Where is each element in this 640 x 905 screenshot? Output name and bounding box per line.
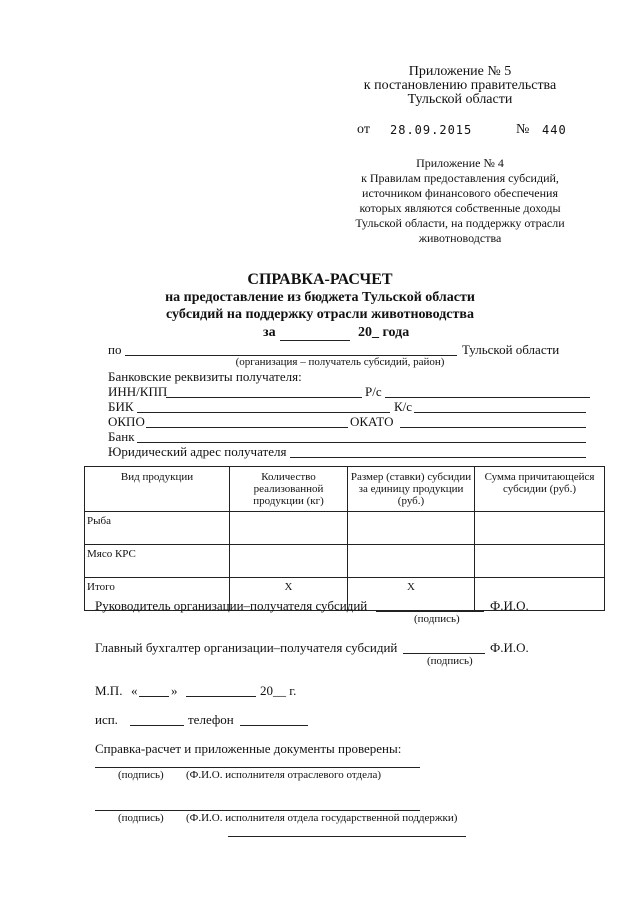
table-cell: Итого — [85, 578, 230, 611]
appendix4-line4: которых являются собственные доходы — [359, 201, 561, 215]
accountant-sign-blank — [403, 653, 485, 654]
label-isp: исп. — [95, 712, 118, 727]
hint-fio-state: (Ф.И.О. исполнителя отдела государственной поддержки) — [186, 812, 458, 824]
okpo-blank — [146, 427, 348, 428]
label-fio-1: Ф.И.О. — [490, 598, 529, 613]
appendix5-num-label: № — [516, 122, 530, 137]
subsidy-table — [84, 466, 605, 611]
title-year: 20_ года — [358, 325, 410, 340]
table-cell — [230, 545, 348, 578]
table-header-row — [85, 467, 605, 512]
label-po: по — [108, 342, 122, 357]
table-cell — [475, 545, 605, 578]
hint-podpis-2: (подпись) — [427, 655, 473, 667]
label-inn: ИНН/КПП — [108, 384, 168, 399]
label-checked: Справка-расчет и приложенные документы проверены: — [95, 741, 402, 756]
appendix4-line2: к Правилам предоставления субсидий, — [361, 171, 559, 185]
hint-fio-branch: (Ф.И.О. исполнителя отраслевого отдела) — [186, 769, 382, 781]
doc-title: СПРАВКА-РАСЧЕТ — [247, 271, 393, 288]
appendix4-line5: Тульской области, на поддержку отрасли — [355, 216, 565, 230]
label-bank: Банк — [108, 429, 135, 444]
label-head: Руководитель организации–получателя субсидий — [95, 598, 368, 613]
check-line-1 — [95, 767, 420, 768]
table-cell: Рыба — [85, 512, 230, 545]
date-close-quote: » — [171, 683, 178, 698]
label-accountant: Главный бухгалтер организации–получателя субсидий — [95, 640, 398, 655]
inn-blank — [166, 397, 362, 398]
isp-blank — [130, 725, 184, 726]
label-okato: ОКАТО — [350, 414, 394, 429]
table-header: Количество реализованной продукции (кг) — [230, 467, 348, 512]
label-bank-details: Банковские реквизиты получателя: — [108, 369, 302, 384]
appendix5-line1: Приложение № 5 — [408, 64, 512, 79]
table-row — [85, 545, 605, 578]
appendix5-num: 440 — [542, 123, 567, 137]
label-bik: БИК — [108, 399, 134, 414]
hint-podpis-1: (подпись) — [414, 613, 460, 625]
table-header: Размер (ставки) субсидии за единицу продукции (руб.) — [348, 467, 475, 512]
okato-blank — [400, 427, 586, 428]
rs-blank — [385, 397, 590, 398]
table-cell: Х — [348, 578, 475, 611]
label-okpo: ОКПО — [108, 414, 145, 429]
label-region: Тульской области — [462, 342, 560, 357]
table-cell — [475, 512, 605, 545]
hint-podpis-4: (подпись) — [118, 812, 164, 824]
date-open-quote: « — [131, 683, 138, 698]
address-blank — [290, 457, 586, 458]
table-cell — [230, 512, 348, 545]
ks-blank — [414, 412, 586, 413]
table-cell: Х — [230, 578, 348, 611]
bik-blank — [137, 412, 390, 413]
table-header: Вид продукции — [85, 467, 230, 512]
appendix5-line3: Тульской области — [407, 92, 513, 107]
doc-subtitle-1: на предоставление из бюджета Тульской области — [165, 290, 475, 305]
bank-blank — [137, 442, 586, 443]
table-cell — [348, 545, 475, 578]
table-row — [85, 512, 605, 545]
bottom-line — [228, 836, 466, 837]
label-mp: М.П. — [95, 683, 123, 698]
label-rs: Р/с — [365, 384, 382, 399]
label-phone: телефон — [188, 712, 234, 727]
period-blank — [280, 340, 350, 341]
org-hint: (организация – получатель субсидий, район) — [235, 356, 445, 368]
title-za: за — [263, 325, 276, 340]
doc-subtitle-2: субсидий на поддержку отрасли животноводства — [166, 307, 474, 322]
table-cell — [348, 512, 475, 545]
day-blank — [139, 696, 169, 697]
label-ks: К/с — [394, 399, 413, 414]
label-address: Юридический адрес получателя — [108, 444, 287, 459]
appendix4-line1: Приложение № 4 — [416, 156, 504, 170]
head-sign-blank — [376, 611, 484, 612]
table-cell: Мясо КРС — [85, 545, 230, 578]
month-blank — [186, 696, 256, 697]
hint-podpis-3: (подпись) — [118, 769, 164, 781]
table-header: Сумма причитающейся субсидии (руб.) — [475, 467, 605, 512]
appendix4-line3: источником финансового обеспечения — [362, 186, 558, 200]
appendix5-date: 28.09.2015 — [390, 123, 473, 137]
appendix5-line2: к постановлению правительства — [363, 78, 557, 93]
phone-blank — [240, 725, 308, 726]
appendix5-ot: от — [357, 122, 370, 137]
check-line-2 — [95, 810, 420, 811]
label-fio-2: Ф.И.О. — [490, 640, 529, 655]
appendix4-line6: животноводства — [418, 231, 502, 245]
label-year: 20__ г. — [260, 683, 297, 698]
